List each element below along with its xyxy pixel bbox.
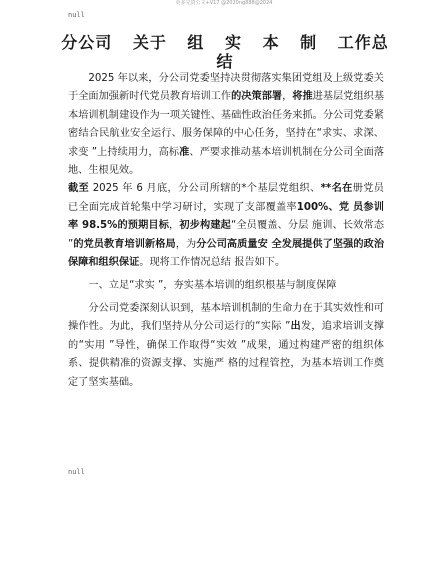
paragraph-intro <box>68 70 384 180</box>
bold-span: 出 <box>290 321 301 333</box>
bold-span: 截至 <box>68 183 90 195</box>
bold-span: 将推 <box>292 91 313 103</box>
text-span: 进基层党组织基本培训机制建设作为一项关键性、基础性政治任务来抓。分公司党委紧密结合民航业安全运行、服务保障的中心任务，坚持在“求实、求深、求变 ”上持续用力，高标 <box>68 91 385 158</box>
text-span: 发，追求培训支撑的“实用 ”导性，确保工作取得“实效 ”成果，通过构建严密的组织体系、提供精准的资源支撑、实施严 格的过程管控，为基本培训工作奠定了坚实基础。 <box>68 321 384 388</box>
bold-span: 初步构建起 <box>179 220 231 232</box>
document-body <box>68 70 384 392</box>
text-span: 2025 年以来，分公司党委坚持决贯彻落实集团党组及上级党委关于全面加强新时代党员教育培训工作 <box>68 73 384 103</box>
bold-span: 准 <box>179 146 190 158</box>
text-span: ， <box>282 91 293 103</box>
text-span: 2025 年 6 月底，分公司所辖的*个基层党组织、 <box>89 183 321 195</box>
bold-span: 的党员 <box>73 238 105 250</box>
text-span: 分公司党委深刻认识到，基本培训机制的生命力在于其实效性和可操作性。为此，我们坚持从分公司运行的“实际 ” <box>68 302 384 333</box>
null-marker-bottom: null <box>68 468 85 476</box>
paragraph-section-body <box>68 300 384 392</box>
null-marker-top: null <box>68 11 85 19</box>
text-span: “全员覆盖、分层 施训、长效常态 ” <box>68 220 385 250</box>
bold-span: 100%、党 员参训率 98.5%的 <box>68 201 384 232</box>
bold-span: 公司高质量安 全发展提供了坚强的政治保障和组织保证 <box>68 238 385 269</box>
text-span: 。现将工作情况总结 报告如下。 <box>139 257 286 269</box>
text-span: ，为 <box>175 238 197 250</box>
paragraph-progress <box>68 180 384 272</box>
bold-span: 分 <box>196 238 207 250</box>
section-heading: 一、立足“求实 ”，夯实基本培训的组织根基与制度保障 <box>88 280 337 292</box>
bold-span: 的决策部署 <box>231 91 283 103</box>
text-span: 册党员 已全面完成首轮集中学习研讨，实现了支部覆盖率 <box>68 183 384 213</box>
bold-span: 预期目标 <box>127 220 170 232</box>
text-span: 、严要求推动基本培训机制在分公司全面落地、生根见效。 <box>68 146 385 177</box>
text-span: ， <box>169 220 180 232</box>
document-title: 分公司 关于 组 实 本 制 工作总结 <box>61 33 389 71</box>
bold-span: 教育培训新格局 <box>104 238 176 250</box>
bold-span: **名在 <box>320 183 353 195</box>
header-watermark: 更多完资公文+V17 @2020ng888@2024 <box>175 0 273 6</box>
